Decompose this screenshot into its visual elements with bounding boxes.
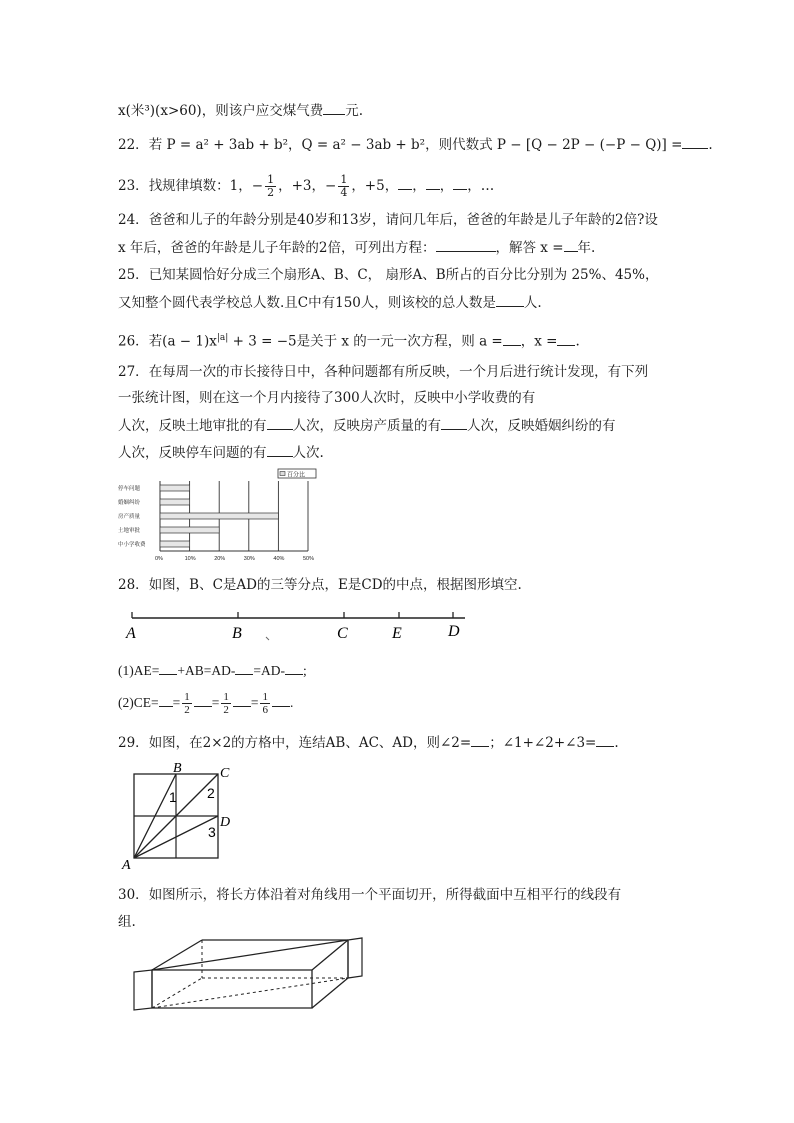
chart-tick-label: 50% [303,556,315,562]
chart-tick-label: 0% [155,556,163,562]
label-b: B [173,761,182,776]
q22-line: 22．若 P = a² + 3ab + b²，Q = a² − 3ab + b²，则代数式 P − [Q − 2P − (−P − Q)] = . [118,137,713,153]
chart-legend-swatch [280,472,285,476]
point-d-label: D [448,623,460,640]
q23-frac-1-num: 1 [267,173,275,186]
q22-number: 22． [118,137,149,153]
q23-tail: ，+5， [351,178,399,194]
q23-frac-1-den: 2 [267,186,275,199]
q30-number: 30． [118,887,149,903]
q28-blank-5[interactable] [194,693,212,707]
q26-text-3: ，x = [520,333,558,350]
q28-p2d: . [289,695,294,710]
q27-text-3a: 人次，反映土地审批的有 [118,418,267,434]
q28-p1c: =AD- [253,663,285,678]
q26-line [118,329,580,351]
q29-number: 29． [118,735,149,751]
q21-blank[interactable] [323,101,345,115]
q28-frac-half-1 [182,691,192,716]
q24-text-2c: 年. [577,240,596,256]
frac-den: 6 [262,704,268,717]
q28-blank-1[interactable] [159,661,177,675]
label-a: A [122,858,131,870]
frac-num: 1 [262,691,268,704]
q30-cuboid-figure [128,936,368,1016]
edge-bottom-right [312,978,348,1008]
q24-text-2b: ，解答 x = [495,240,564,256]
chart-tick-label: 30% [243,556,255,562]
stray-mark [266,637,269,640]
chart-bar [160,499,190,505]
q27-blank-land[interactable] [267,416,293,430]
q21-unit: 元. [345,103,363,119]
hidden-bottom-left [152,978,202,1008]
q23-frac-1 [265,174,276,199]
q26-blank-x[interactable] [557,332,575,346]
q22-text: 若 P = a² + 3ab + b²，Q = a² − 3ab + b²，则代数式 P − [Q − 2P − (−P − Q)] = [148,137,683,153]
front-face [152,970,312,1008]
label-c: C [220,766,230,781]
chart-category-label: 中小学收费 [118,542,146,548]
q28-blank-7[interactable] [272,693,290,707]
q27-text-2: 一张统计图，则在这一个月内接待了300人次时，反映中小学收费的有 [118,390,536,406]
q23-lead: 找规律填数：1，− [148,178,264,194]
chart-bar [160,527,219,533]
q27-blank-parking[interactable] [267,443,293,457]
q21-text: x(米³)(x>60)，则该户应交煤气费 [118,103,324,119]
q29-blank-2[interactable] [596,733,614,747]
q26-number: 26． [118,333,149,350]
left-end-piece [134,970,152,1010]
q24-answer-blank[interactable] [564,238,578,252]
q23-sep-2: ， [439,178,454,194]
chart-tick-label: 10% [184,556,196,562]
q28-p2b: = [172,695,181,710]
q29-end: . [614,735,619,751]
point-c-label: C [337,625,348,642]
q25-text-1: 已知某圆恰好分成三个扇形A、B、C， 扇形A、B所占的百分比分别为 25%、45%， [148,267,659,283]
q26-text-4: . [575,333,580,350]
q30-line-2 [118,913,136,931]
q29-mid: ；∠1+∠2+∠3= [489,735,597,751]
q27-line-2 [118,389,535,407]
q30-line-1 [118,886,621,904]
q25-line-2 [118,293,542,312]
q30-text-2: 组. [118,914,136,930]
cut-bottom-diagonal [152,978,348,1008]
q27-text-3b: 人次，反映房产质量的有 [292,418,441,434]
q24-line-1 [118,211,658,229]
q27-line-3 [118,416,616,435]
q27-text-4a: 人次，反映停车问题的有 [118,445,267,461]
q28-blank-6[interactable] [233,693,251,707]
q28-line [118,576,522,594]
q24-equation-blank[interactable] [436,238,496,252]
q28-p2c: = [211,695,220,710]
q29-blank-1[interactable] [471,733,489,747]
q25-line-1 [118,266,658,284]
chart-category-label: 房产质量 [118,514,141,520]
q26-text-2: + 3 = −5是关于 x 的一元一次方程，则 a = [228,333,503,350]
q28-p1d: ; [302,663,307,678]
q25-blank[interactable] [496,293,524,307]
q28-frac-half-2 [221,691,231,716]
q23-blank-2[interactable] [426,176,440,190]
angle-3-label: 3 [208,824,216,840]
right-end-piece [348,938,362,978]
q26-text-1: 若(a − 1)x [148,333,217,350]
q27-blank-housing[interactable] [441,416,467,430]
chart-bar [160,541,190,547]
q29-grid-figure [118,760,248,870]
q25-number: 25． [118,267,149,283]
cut-top-diagonal [152,940,348,970]
label-d: D [220,815,231,830]
q28-blank-4[interactable] [159,693,173,707]
point-e-label: E [392,625,402,642]
edge-top-left [152,940,202,970]
frac-num: 1 [184,691,190,704]
chart-bar [160,513,278,519]
q29-line [118,733,619,752]
q24-line-2 [118,238,595,257]
q28-p1b: +AB=AD- [177,663,236,678]
q27-text-4b: 人次. [292,445,324,461]
q23-line [118,172,494,200]
q23-frac-2-den: 4 [340,186,348,199]
q28-part-2 [118,688,293,718]
chart-category-label: 停车问题 [118,486,141,492]
point-b-label: B [232,625,242,642]
q22-blank[interactable] [682,135,708,149]
q28-text: 如图，B、C是AD的三等分点，E是CD的中点，根据图形填空. [148,577,522,593]
frac-num: 1 [223,691,229,704]
q27-bar-chart [118,467,318,567]
q27-line-1 [118,363,648,381]
q28-p1a: (1)AE= [118,663,160,678]
q28-frac-sixth [260,691,270,716]
q29-text: 如图，在2×2的方格中，连结AB、AC、AD，则∠2= [148,735,472,751]
q26-blank-a[interactable] [503,332,521,346]
q28-p2c-2: = [250,695,259,710]
q25-text-2b: 人. [523,295,542,311]
chart-bar [160,485,190,491]
q23-frac-2 [338,174,349,199]
q24-number: 24． [118,212,149,228]
q23-frac-2-num: 1 [340,173,348,186]
q23-sep-1: ， [412,178,426,194]
q30-text-1: 如图所示，将长方体沿着对角线用一个平面切开，所得截面中互相平行的线段有 [148,887,622,903]
point-a-label: A [126,625,136,642]
chart-tick-label: 20% [214,556,226,562]
frac-den: 2 [184,704,190,717]
q24-text-1: 爸爸和儿子的年龄分别是40岁和13岁，请问几年后，爸爸的年龄是儿子年龄的2倍?设 [148,212,658,228]
q28-blank-3[interactable] [285,661,303,675]
chart-category-label: 土地审批 [118,528,141,534]
q23-number: 23． [118,178,149,194]
q28-blank-2[interactable] [235,661,253,675]
q25-text-2a: 又知整个圆代表学校总人数.且C中有150人，则该校的总人数是 [118,295,496,311]
angle-1-label: 1 [169,789,177,805]
q28-part-1 [118,661,307,680]
chart-legend-label: 百分比 [287,472,306,479]
q27-text-1: 在每周一次的市长接待日中，各种问题都有所反映，一个月后进行统计发现，有下列 [148,364,649,380]
q24-text-2a: x 年后，爸爸的年龄是儿子年龄的2倍，可列出方程： [118,240,436,256]
q23-blank-1[interactable] [398,176,412,190]
q23-mid: ，+3，− [278,178,337,194]
q27-text-3c: 人次，反映婚姻纠纷的有 [467,418,616,434]
q27-line-4 [118,443,324,462]
q28-number: 28． [118,577,149,593]
q27-number: 27． [118,364,149,380]
chart-category-label: 婚姻纠纷 [118,500,141,506]
q23-dots: ，… [467,178,495,194]
q26-sup: |a| [216,333,229,343]
chart-tick-label: 40% [273,556,285,562]
q21-line [118,101,363,120]
q28-segment-figure [120,608,480,648]
q23-blank-3[interactable] [453,176,467,190]
q28-p2a: (2)CE= [118,695,159,710]
frac-den: 2 [223,704,229,717]
angle-2-label: 2 [207,785,215,801]
